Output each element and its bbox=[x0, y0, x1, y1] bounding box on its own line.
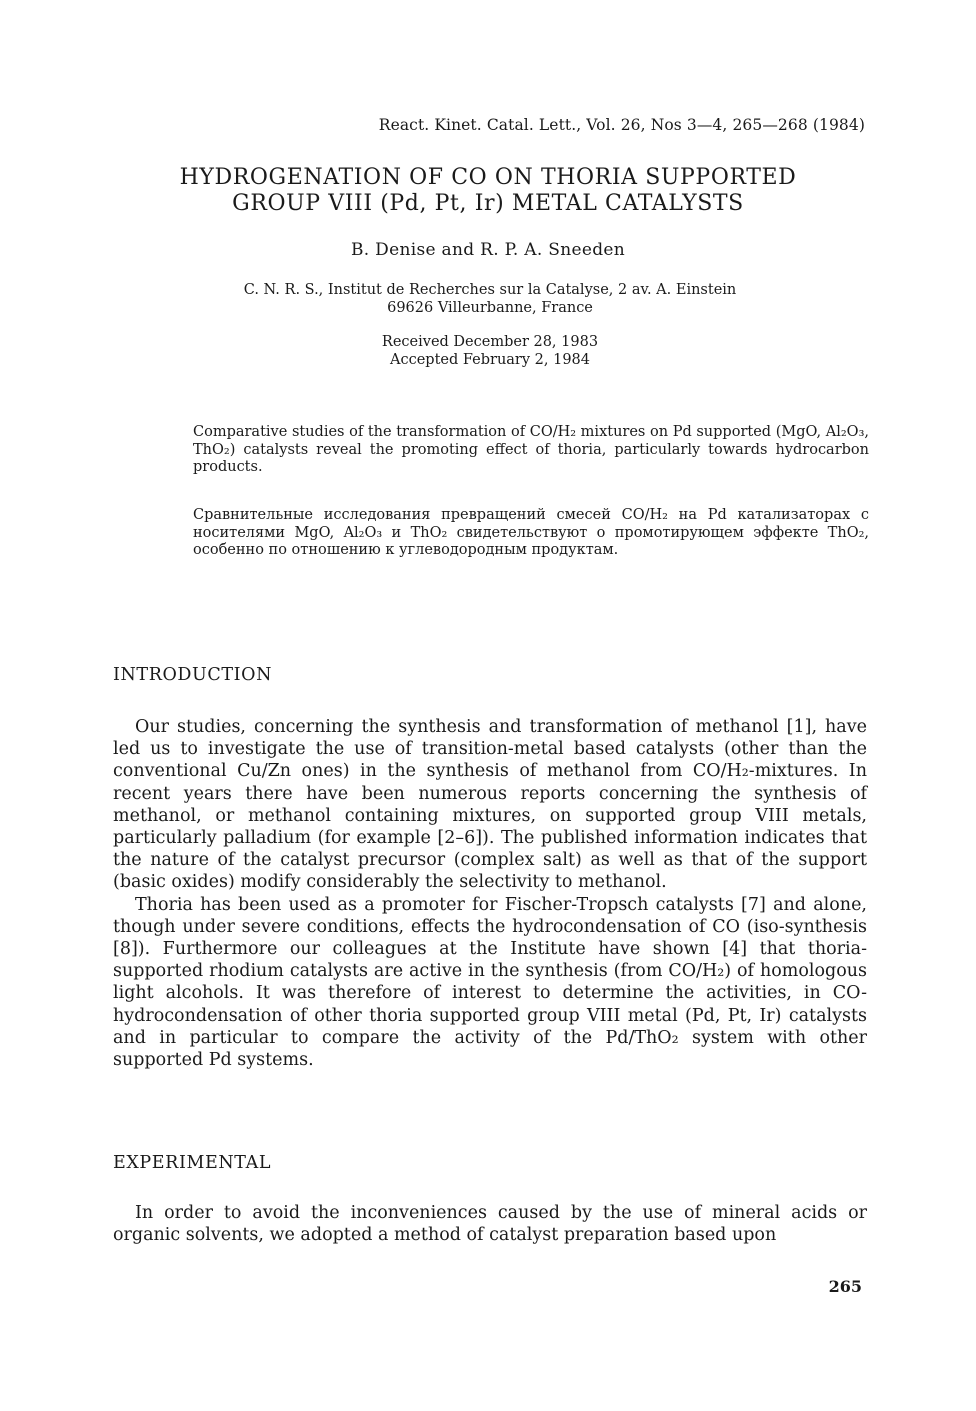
title-line-2: GROUP VIII (Pd, Pt, Ir) METAL CATALYSTS bbox=[232, 191, 744, 216]
abstract-english: Comparative studies of the transformation of CO/H₂ mixtures on Pd supported (MgO, Al₂O₃, ThO₂) catalysts reveal the promoting effect of thoria, particularly towards hydrocarbon products. bbox=[193, 424, 869, 475]
title-line-1: HYDROGENATION OF CO ON THORIA SUPPORTED bbox=[179, 165, 797, 190]
received-date: Received December 28, 1983 bbox=[381, 334, 599, 350]
affiliation-line-2: 69626 Villeurbanne, France bbox=[387, 300, 593, 316]
page-number: 265 bbox=[828, 1277, 862, 1296]
experimental-body bbox=[113, 1202, 867, 1246]
affiliation-line-1: C. N. R. S., Institut de Recherches sur la Catalyse, 2 av. A. Einstein bbox=[243, 282, 737, 298]
experimental-heading: EXPERIMENTAL bbox=[113, 1153, 272, 1173]
paper-title bbox=[120, 165, 856, 217]
affiliation bbox=[120, 281, 860, 317]
abstract-russian: Сравнительные исследования превращений смесей CO/H₂ на Pd катализаторах с носителями MgO, Al₂O₃ и ThO₂ свидетельствуют о промотирующем эффекте ThO₂, особенно по отношению к углеводородным продуктам. bbox=[193, 507, 869, 558]
introduction-paragraph-2: Thoria has been used as a promoter for Fischer-Tropsch catalysts [7] and alone, though under severe conditions, effects the hydrocondensation of CO (iso-synthesis [8]). Furthermore our colleagues at the Institute have shown [4] that thoria-supported rhodium catalysts are active in the synthesis (from CO/H₂) of homologous light alcohols. It was therefore of interest to determine the activities, in CO-hydrocondensation of other thoria supported group VIII metal (Pd, Pt, Ir) catalysts and in particular to compare the activity of the Pd/ThO₂ system with other supported Pd systems. bbox=[113, 894, 867, 1071]
introduction-body bbox=[113, 716, 867, 1071]
experimental-paragraph-1: In order to avoid the inconveniences caused by the use of mineral acids or organic solvents, we adopted a method of catalyst preparation based upon bbox=[113, 1203, 867, 1246]
journal-reference: React. Kinet. Catal. Lett., Vol. 26, Nos 3—4, 265—268 (1984) bbox=[378, 116, 865, 134]
introduction-heading: INTRODUCTION bbox=[113, 665, 273, 685]
dates bbox=[120, 333, 860, 369]
authors: B. Denise and R. P. A. Sneeden bbox=[350, 240, 626, 260]
introduction-paragraph-1: Our studies, concerning the synthesis and transformation of methanol [1], have led us to investigate the use of transition-metal based catalysts (other than the conventional Cu/Zn ones) in the synthesis of methanol from CO/H₂-mixtures. In recent years there have been numerous reports concerning the synthesis of methanol, or methanol containing mixtures, on supported group VIII metals, particularly palladium (for example [2–6]). The published information indicates that the nature of the catalyst precursor (complex salt) as well as that of the support (basic oxides) modify considerably the selectivity to methanol. bbox=[113, 717, 867, 893]
accepted-date: Accepted February 2, 1984 bbox=[390, 352, 590, 368]
